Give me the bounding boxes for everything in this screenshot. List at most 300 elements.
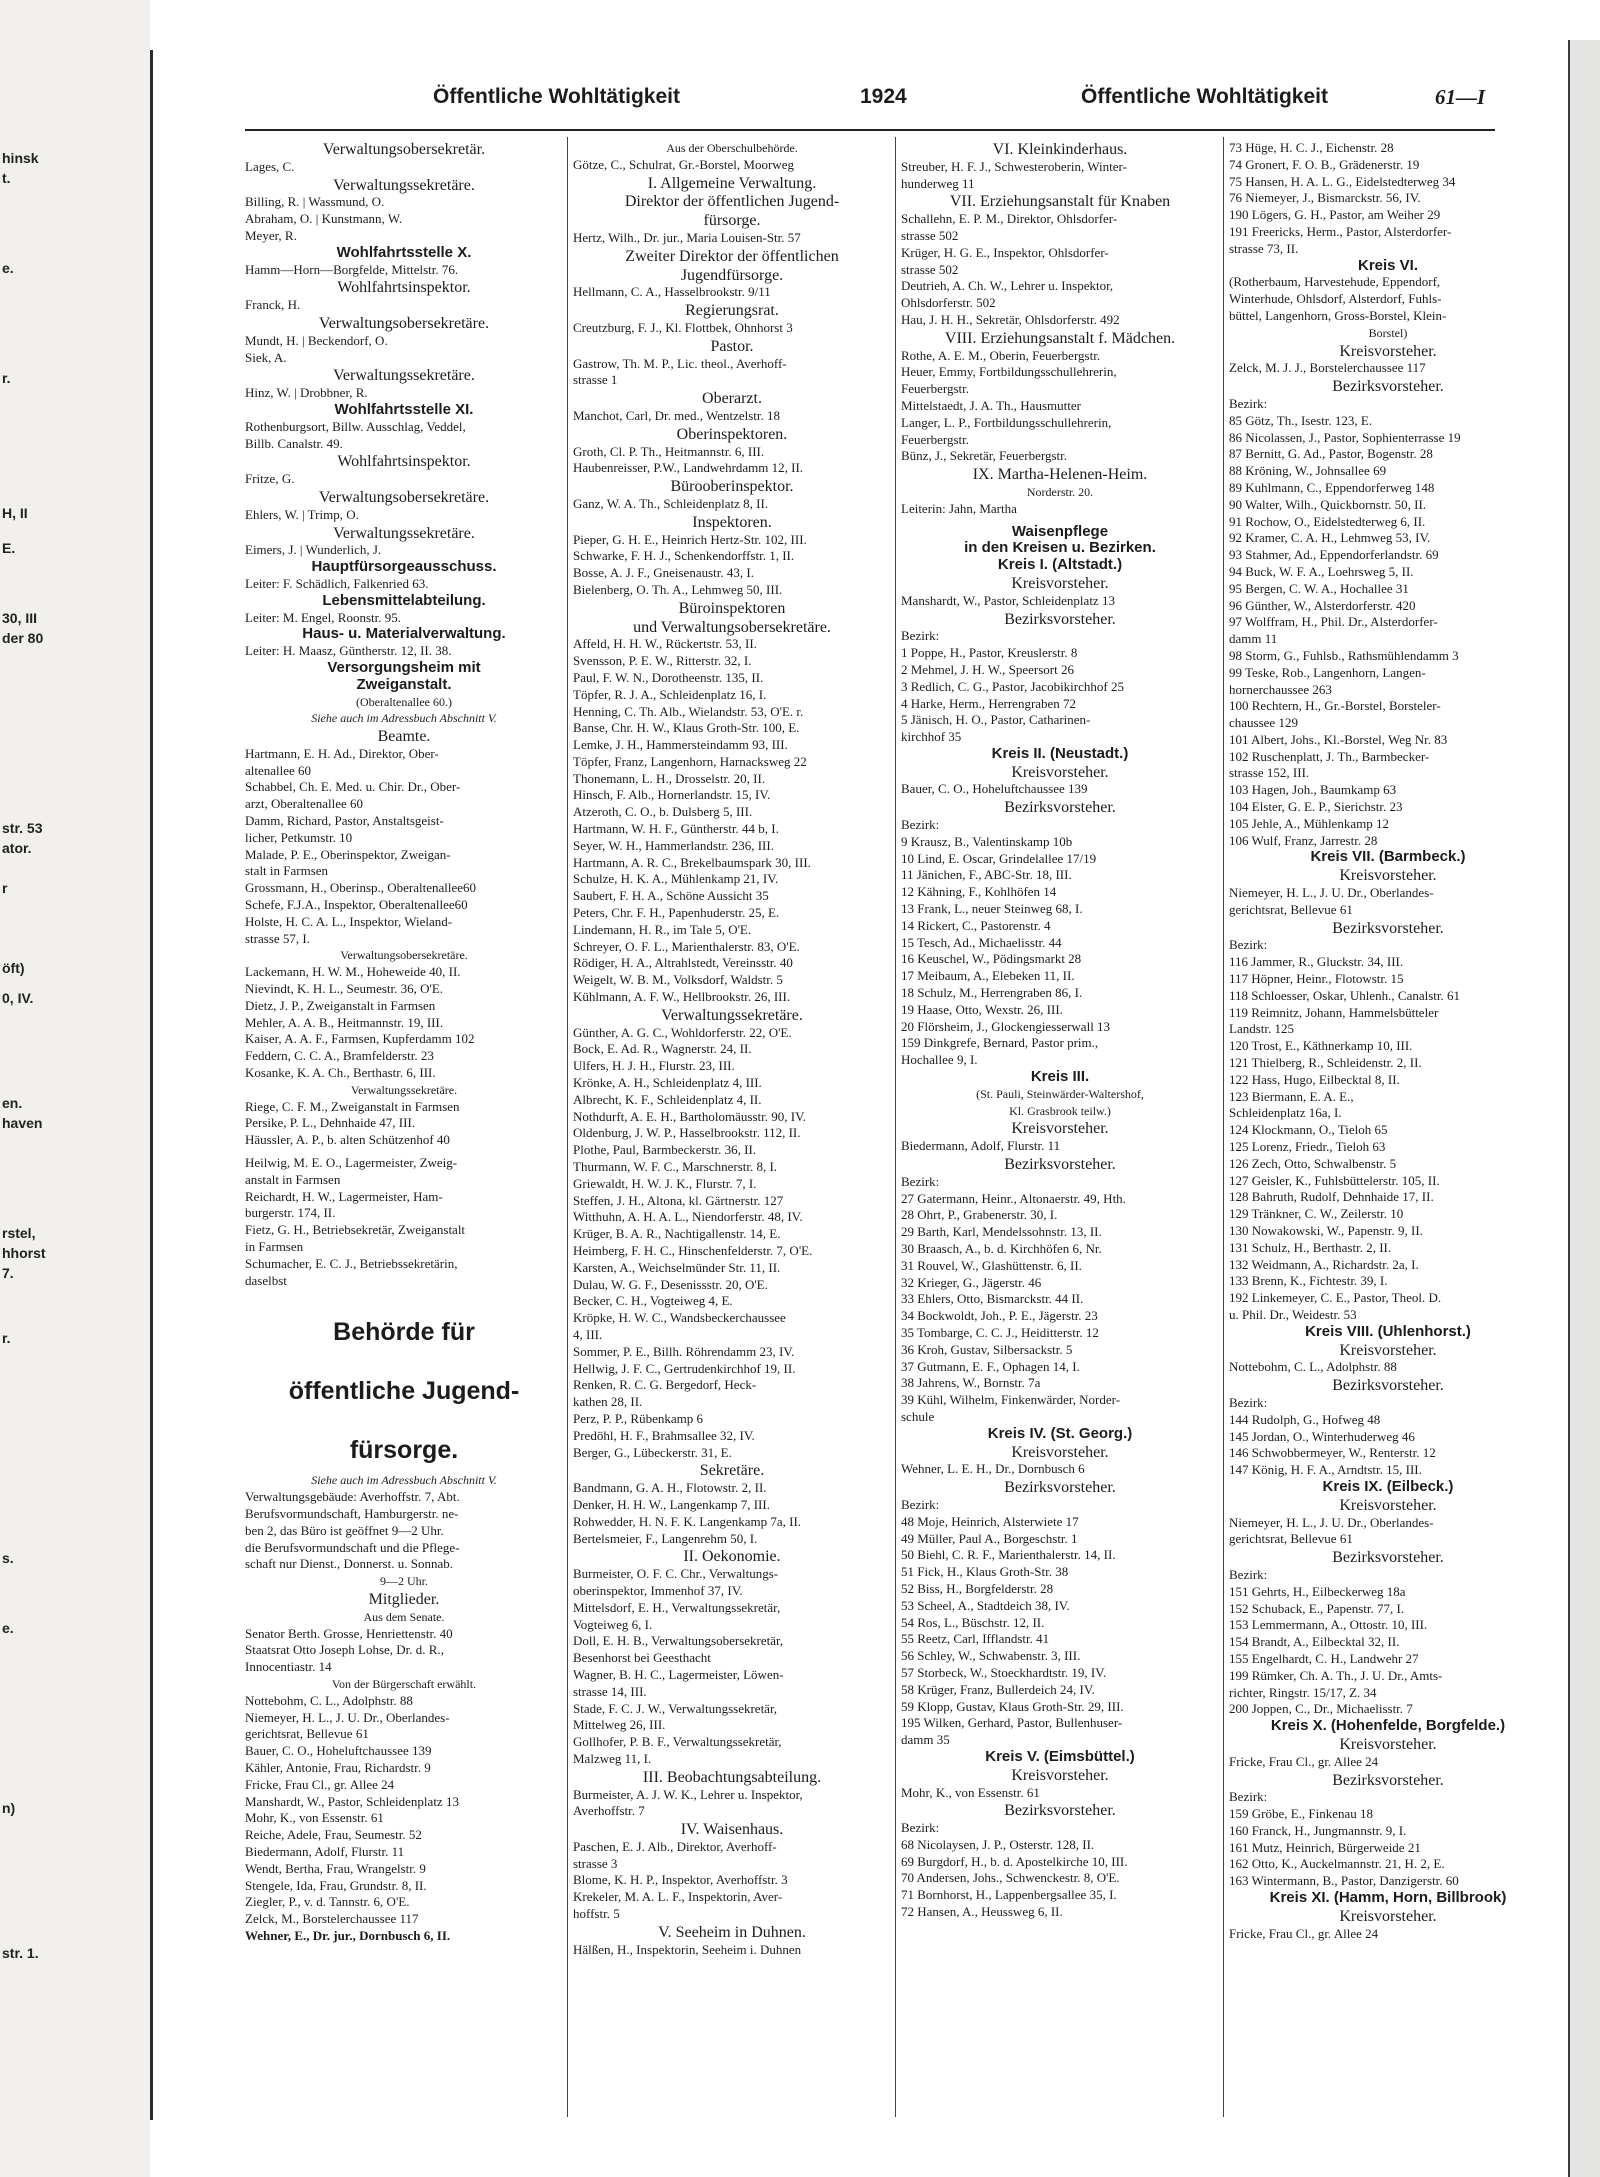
directory-entry: Reichardt, H. W., Lagermeister, Ham- [245, 1188, 443, 1204]
directory-entry: 4 Harke, Herm., Herrengraben 72 [901, 695, 1077, 711]
directory-entry: 151 Gehrts, H., Eilbeckerweg 18a [1229, 1583, 1406, 1599]
directory-entry: 5 Jänisch, H. O., Pastor, Catharinen- [901, 712, 1091, 728]
subsection-heading: Kreis I. (Altstadt.) [997, 556, 1123, 574]
directory-entry: Niemeyer, H. L., J. U. Dr., Oberlandes- [1229, 1514, 1434, 1530]
facing-page-fragment: e. [2, 260, 14, 276]
directory-entry: 159 Gröbe, E., Finkenau 18 [1229, 1806, 1374, 1822]
section-heading: Verwaltungsobersekretäre. [318, 488, 490, 506]
directory-entry: Niemeyer, H. L., J. U. Dr., Oberlandes- [245, 1709, 450, 1725]
directory-entry: Reiche, Adele, Frau, Seumestr. 52 [245, 1827, 422, 1843]
directory-entry: 19 Haase, Otto, Wexstr. 26, III. [901, 1001, 1063, 1017]
directory-entry: 87 Bernitt, G. Ad., Pastor, Bogenstr. 28 [1229, 446, 1433, 462]
column-divider [567, 137, 568, 2117]
directory-entry: Krekeler, M. A. L. F., Inspektorin, Aver- [573, 1889, 783, 1905]
subsection-heading: Kreis XI. (Hamm, Horn, Billbrook) [1269, 1889, 1507, 1907]
directory-entry: Malzweg 11, I. [573, 1750, 652, 1766]
directory-entry: Verwaltungsgebäude: Averhoffstr. 7, Abt. [245, 1489, 460, 1505]
section-heading: VIII. Erziehungsanstalt f. Mädchen. [944, 329, 1176, 347]
facing-page-fragment: öft) [2, 960, 25, 976]
directory-entry: Hochallee 9, I. [901, 1052, 978, 1068]
section-heading: Bezirksvorsteher. [1004, 1479, 1116, 1497]
directory-entry: 52 Biss, H., Borgfelderstr. 28 [901, 1580, 1054, 1596]
directory-entry: Niemeyer, H. L., J. U. Dr., Oberlandes- [1229, 885, 1434, 901]
directory-entry: Hellwig, J. F. C., Gertrudenkirchhof 19, II. [573, 1360, 796, 1376]
subsection-heading: Kreis IV. (St. Georg.) [987, 1424, 1133, 1442]
subsection-heading: Hauptfürsorgeausschuss. [311, 558, 497, 576]
section-heading: Verwaltungsobersekretäre. [318, 314, 490, 332]
note-line: Siehe auch im Adressbuch Abschnitt V. [311, 711, 497, 726]
directory-entry: Predöhl, H. F., Brahmsallee 32, IV. [573, 1427, 755, 1443]
section-heading: fürsorge. [703, 212, 761, 230]
directory-entry: Bauer, C. O., Hoheluftchaussee 139 [901, 781, 1088, 797]
directory-entry: Becker, C. H., Vogteiweg 4, E. [573, 1293, 733, 1309]
directory-entry: strasse 502 [901, 227, 959, 243]
subsection-heading: Kreis X. (Hohenfelde, Borgfelde.) [1270, 1717, 1506, 1735]
directory-entry: Nottebohm, C. L., Adolphstr. 88 [1229, 1359, 1397, 1375]
directory-entry: Kröpke, H. W. C., Wandsbeckerchaussee [573, 1310, 786, 1326]
directory-entry: Bezirk: [1229, 1394, 1268, 1410]
directory-entry: Staatsrat Otto Joseph Lohse, Dr. d. R., [245, 1642, 444, 1658]
section-heading: VI. Kleinkinderhaus. [992, 141, 1128, 158]
directory-entry: Häussler, A. P., b. alten Schützenhof 40 [245, 1132, 450, 1148]
section-heading: Bezirksvorsteher. [1332, 378, 1444, 396]
directory-entry: 147 König, H. F. A., Arndtstr. 15, III. [1229, 1462, 1422, 1478]
directory-entry: 119 Reimnitz, Johann, Hammelsbütteler [1229, 1004, 1439, 1020]
directory-entry: Ulfers, H. J. H., Flurstr. 23, III. [573, 1058, 735, 1074]
directory-entry: in Farmsen [245, 1239, 304, 1254]
note-line: Aus der Oberschulbehörde. [666, 141, 798, 155]
directory-entry: Saubert, F. H. A., Schöne Aussicht 35 [573, 888, 769, 904]
directory-entry: Franck, H. [245, 297, 301, 313]
directory-entry: 85 Götz, Th., Isestr. 123, E. [1229, 412, 1373, 428]
note-line: Siehe auch im Adressbuch Abschnitt V. [311, 1473, 497, 1488]
directory-entry: Meyer, R. [245, 227, 297, 243]
directory-entry: Paul, F. W. N., Dorotheenstr. 135, II. [573, 669, 764, 685]
directory-entry: licher, Petkumstr. 10 [245, 829, 353, 845]
directory-entry: Feuerbergstr. [901, 431, 969, 447]
directory-entry: Rohwedder, H. N. F. K. Langenkamp 7a, II. [573, 1513, 802, 1529]
directory-entry: Siek, A. [245, 349, 287, 365]
directory-entry: Weigelt, W. B. M., Volksdorf, Waldstr. 5 [573, 972, 783, 988]
directory-entry: Fricke, Frau Cl., gr. Allee 24 [1229, 1753, 1379, 1769]
directory-entry: Schumacher, E. C. J., Betriebssekretärin, [245, 1255, 458, 1271]
directory-entry: 56 Schley, W., Schwabenstr. 3, III. [901, 1648, 1081, 1664]
facing-page-fragment: 30, III [2, 610, 38, 626]
directory-entry: die Berufsvormundschaft und die Pflege- [245, 1539, 460, 1555]
note-line: Norderstr. 20. [1026, 484, 1094, 499]
section-heading: Wohlfahrtsinspektor. [337, 453, 471, 471]
directory-entry: 1 Poppe, H., Pastor, Kreuslerstr. 8 [901, 645, 1078, 661]
directory-entry: 18 Schulz, M., Herrengraben 86, I. [901, 985, 1083, 1001]
directory-entry: Steffen, J. H., Altona, kl. Gärtnerstr. 127 [573, 1192, 784, 1208]
section-heading: Bezirksvorsteher. [1332, 919, 1444, 937]
section-heading: Kreisvorsteher. [1339, 342, 1437, 360]
directory-entry: Besenhorst bei Geesthacht [573, 1650, 711, 1666]
directory-entry: 155 Engelhardt, C. H., Landwehr 27 [1229, 1650, 1419, 1666]
facing-page-fragment: E. [2, 540, 16, 556]
directory-entry: Wehner, E., Dr. jur., Dornbusch 6, II. [245, 1927, 451, 1943]
directory-entry: Bosse, A. J. F., Gneisenaustr. 43, I. [573, 565, 754, 581]
directory-entry: Mohr, K., von Essenstr. 61 [245, 1810, 384, 1826]
directory-entry: Berger, G., Lübeckerstr. 31, E. [573, 1444, 732, 1460]
directory-entry: 73 Hüge, H. C. J., Eichenstr. 28 [1229, 140, 1394, 155]
directory-entry: 32 Krieger, G., Jägerstr. 46 [901, 1274, 1042, 1290]
directory-entry: u. Phil. Dr., Weidestr. 53 [1229, 1306, 1357, 1322]
directory-entry: Biedermann, Adolf, Flurstr. 11 [901, 1138, 1061, 1154]
directory-entry: Sommer, P. E., Billh. Röhrendamm 23, IV. [573, 1343, 795, 1359]
facing-page-fragment: n) [2, 1800, 16, 1816]
directory-entry: Vogteiweg 6, I. [573, 1616, 653, 1632]
directory-entry: 50 Biehl, C. R. F., Marienthalerstr. 14, II. [901, 1547, 1116, 1563]
directory-entry: 30 Braasch, A., b. d. Kirchhöfen 6, Nr. [901, 1241, 1102, 1256]
directory-entry: Hinsch, F. Alb., Hornerlandstr. 15, IV. [573, 787, 771, 803]
directory-entry: Krüger, B. A. R., Nachtigallenstr. 14, E. [573, 1226, 781, 1242]
section-heading: Bezirksvorsteher. [1332, 1771, 1444, 1789]
directory-entry: Damm, Richard, Pastor, Anstaltsgeist- [245, 813, 444, 829]
directory-entry: 15 Tesch, Ad., Michaelisstr. 44 [901, 934, 1062, 950]
directory-entry: strasse 73, II. [1229, 240, 1299, 256]
section-heading: Bezirksvorsteher. [1332, 1377, 1444, 1395]
section-heading: Kreisvorsteher. [1011, 763, 1109, 781]
facing-page-fragment: r. [2, 370, 11, 386]
directory-entry: Manshardt, W., Pastor, Schleidenplatz 13 [901, 592, 1115, 608]
directory-entry: Stade, F. C. J. W., Verwaltungssekretär, [573, 1700, 778, 1716]
directory-entry: strasse 1 [573, 372, 618, 388]
directory-entry: 59 Klopp, Gustav, Klaus Groth-Str. 29, III. [901, 1698, 1124, 1714]
directory-entry: Rothe, A. E. M., Oberin, Feuerbergstr. [901, 347, 1101, 363]
directory-entry: Wendt, Bertha, Frau, Wrangelstr. 9 [245, 1860, 426, 1876]
directory-entry: Kühlmann, A. F. W., Hellbrookstr. 26, III. [573, 989, 791, 1005]
directory-entry: 97 Wolffram, H., Phil. Dr., Alsterdorfer- [1229, 614, 1438, 630]
column-divider [1223, 137, 1224, 2117]
section-heading: Bezirksvorsteher. [1332, 1549, 1444, 1567]
note-line: (Oberaltenallee 60.) [356, 694, 452, 709]
directory-entry: Deutrieh, A. Ch. W., Lehrer u. Inspektor, [901, 278, 1114, 294]
directory-entry: Grossmann, H., Oberinsp., Oberaltenallee60 [245, 880, 477, 896]
section-heading: Verwaltungssekretäre. [333, 176, 475, 194]
directory-entry: burgerstr. 174, II. [245, 1205, 336, 1221]
directory-entry: 98 Storm, G., Fuhlsb., Rathsmühlendamm 3 [1229, 647, 1459, 663]
directory-entry: Lindemann, H. R., im Tale 5, O'E. [573, 921, 752, 937]
directory-entry: 120 Trost, E., Käthnerkamp 10, III. [1229, 1038, 1413, 1054]
directory-entry: altenallee 60 [245, 762, 312, 778]
directory-entry: büttel, Langenhorn, Gross-Borstel, Klein- [1229, 307, 1447, 323]
directory-entry: Stengele, Ida, Frau, Grundstr. 8, II. [245, 1877, 427, 1893]
directory-entry: strasse 152, III. [1229, 765, 1310, 781]
directory-entry: 106 Wulf, Franz, Jarrestr. 28 [1229, 832, 1378, 848]
directory-entry: Malade, P. E., Oberinspektor, Zweigan- [245, 846, 451, 862]
section-heading: III. Beobachtungsabteilung. [642, 1768, 822, 1786]
directory-entry: Doll, E. H. B., Verwaltungsobersekretär, [573, 1633, 784, 1649]
directory-entry: 126 Zech, Otto, Schwalbenstr. 5 [1229, 1155, 1397, 1171]
header-right-title: Öffentliche Wohltätigkeit [1081, 85, 1328, 108]
directory-entry: Hartmann, E. H. Ad., Direktor, Ober- [245, 745, 439, 761]
directory-entry: 101 Albert, Johs., Kl.-Borstel, Weg Nr. 83 [1229, 731, 1448, 747]
subsection-heading: Kreis VIII. (Uhlenhorst.) [1305, 1322, 1471, 1340]
running-header [245, 85, 1495, 113]
subsection-heading: Wohlfahrtsstelle XI. [334, 400, 474, 418]
directory-entry: 10 Lind, E. Oscar, Grindelallee 17/19 [901, 850, 1097, 866]
directory-entry: 28 Ohrt, P., Grabenerstr. 30, I. [901, 1207, 1058, 1223]
directory-entry: Affeld, H. H. W., Rückertstr. 53, II. [573, 636, 757, 652]
facing-page-fragment: hhorst [2, 1245, 46, 1261]
facing-page-fragment: ator. [2, 840, 32, 856]
directory-entry: Leiter: F. Schädlich, Falkenried 63. [245, 575, 429, 591]
directory-entry: Thonemann, L. H., Drosselstr. 20, II. [573, 770, 766, 786]
directory-entry: Krüger, H. G. E., Inspektor, Ohlsdorfer- [901, 244, 1109, 260]
directory-entry: Mundt, H. | Beckendorf, O. [245, 332, 388, 348]
directory-entry: Bezirk: [901, 628, 940, 644]
section-heading: Bezirksvorsteher. [1004, 610, 1116, 628]
binding-gutter-line [150, 50, 153, 2120]
directory-entry: Leiterin: Jahn, Martha [901, 500, 1017, 516]
directory-entry: 53 Scheel, A., Stadtdeich 38, IV. [901, 1597, 1070, 1613]
facing-page-fragment: en. [2, 1095, 23, 1111]
directory-entry: anstalt in Farmsen [245, 1171, 341, 1187]
facing-page-fragment: H, II [2, 505, 28, 521]
directory-entry: Senator Berth. Grosse, Henriettenstr. 40 [245, 1625, 453, 1641]
directory-entry: 95 Bergen, C. W. A., Hochallee 31 [1229, 580, 1409, 596]
directory-entry: 99 Teske, Rob., Langenhorn, Langen- [1229, 664, 1426, 680]
directory-entry: Lemke, J. H., Hammersteindamm 93, III. [573, 737, 788, 753]
directory-entry: Haubenreisser, P.W., Landwehrdamm 12, II. [573, 460, 804, 476]
directory-entry: 11 Jänichen, F., ABC-Str. 18, III. [901, 867, 1072, 883]
directory-entry: 86 Nicolassen, J., Pastor, Sophienterrasse 19 [1229, 429, 1461, 445]
directory-entry: richter, Ringstr. 15/17, Z. 34 [1229, 1684, 1377, 1700]
directory-entry: 144 Rudolph, G., Hofweg 48 [1229, 1411, 1381, 1427]
section-heading: Bezirksvorsteher. [1004, 799, 1116, 817]
section-heading: Oberinspektoren. [676, 425, 788, 443]
directory-entry: 74 Gronert, F. O. B., Grädenerstr. 19 [1229, 156, 1420, 172]
directory-entry: Seyer, W. H., Hammerlandstr. 236, III. [573, 837, 774, 853]
subsection-heading: Haus- u. Materialverwaltung. [302, 625, 506, 643]
directory-entry: kirchhof 35 [901, 729, 962, 745]
directory-entry: ben 2, das Büro ist geöffnet 9—2 Uhr. [245, 1522, 444, 1538]
directory-entry: schaft nur Dienst., Donnerst. u. Sonnab. [245, 1556, 453, 1572]
directory-entry: Manshardt, W., Pastor, Schleidenplatz 13 [245, 1793, 459, 1809]
directory-entry: Fricke, Frau Cl., gr. Allee 24 [1229, 1925, 1379, 1941]
directory-entry: 4, III. [573, 1326, 603, 1342]
directory-entry: Manchot, Carl, Dr. med., Wentzelstr. 18 [573, 407, 781, 423]
directory-entry: strasse 14, III. [573, 1683, 647, 1699]
directory-entry: 90 Walter, Wilh., Quickbornstr. 50, II. [1229, 496, 1427, 512]
directory-entry: Bertelsmeier, F., Langenrehm 50, I. [573, 1530, 758, 1546]
directory-entry: 89 Kuhlmann, C., Eppendorferweg 148 [1229, 479, 1435, 495]
facing-page-fragment: der 80 [2, 630, 44, 646]
directory-entry: (Rotherbaum, Harvestehude, Eppendorf, [1229, 274, 1441, 290]
directory-entry: 96 Günther, W., Alsterdorferstr. 420 [1229, 597, 1416, 613]
directory-entry: Hälßen, H., Inspektorin, Seeheim i. Duhnen [573, 1941, 802, 1957]
directory-entry: 49 Müller, Paul A., Borgeschstr. 1 [901, 1530, 1078, 1546]
directory-entry: Denker, H. H. W., Langenkamp 7, III. [573, 1496, 770, 1512]
directory-entry: Holste, H. C. A. L., Inspektor, Wieland- [245, 913, 453, 929]
directory-entry: Eimers, J. | Wunderlich, J. [245, 542, 382, 558]
directory-entry: 29 Barth, Karl, Mendelssohnstr. 13, II. [901, 1224, 1102, 1240]
directory-entry: 12 Kähning, F., Kohlhöfen 14 [901, 884, 1057, 900]
directory-entry: Griewaldt, H. W. J. K., Flurstr. 7, I. [573, 1175, 757, 1191]
directory-entry: hoffstr. 5 [573, 1906, 620, 1922]
directory-entry: Heilwig, M. E. O., Lagermeister, Zweig- [245, 1155, 458, 1171]
subsection-heading: Kreis IX. (Eilbeck.) [1322, 1477, 1454, 1495]
directory-entry: strasse 3 [573, 1855, 618, 1871]
directory-entry: 71 Bornhorst, H., Lappenbergsallee 35, I. [901, 1887, 1117, 1903]
header-year: 1924 [860, 85, 907, 108]
directory-entry: Peters, Chr. F. H., Papenhuderstr. 25, E. [573, 905, 780, 921]
directory-entry: 128 Bahruth, Rudolf, Dehnhaide 17, II. [1229, 1189, 1434, 1205]
directory-entry: Hartmann, A. R. C., Brekelbaumspark 30, III. [573, 854, 811, 870]
subsection-heading: Kreis II. (Neustadt.) [991, 744, 1129, 762]
directory-entry: Averhoffstr. 7 [573, 1803, 645, 1819]
subsection-heading: in den Kreisen u. Bezirken. [964, 539, 1156, 557]
page-number: 61—I [1435, 85, 1486, 109]
section-heading: Kreisvorsteher. [1011, 1766, 1109, 1784]
directory-entry: Wehner, L. E. H., Dr., Dornbusch 6 [901, 1461, 1085, 1477]
directory-entry: 117 Höpner, Heinr., Flotowstr. 15 [1229, 971, 1404, 987]
directory-entry: 132 Weidmann, A., Richardstr. 2a, I. [1229, 1256, 1419, 1272]
section-heading: Kreisvorsteher. [1339, 1341, 1437, 1359]
directory-entry: gerichtsrat, Bellevue 61 [1229, 901, 1353, 917]
directory-entry: 17 Meibaum, A., Elebeken 11, II. [901, 968, 1075, 984]
directory-entry: kathen 28, II. [573, 1394, 643, 1410]
directory-entry: Plothe, Paul, Barmbeckerstr. 36, II. [573, 1142, 757, 1158]
directory-entry: 16 Keuschel, W., Pödingsmarkt 28 [901, 951, 1082, 967]
header-left-title: Öffentliche Wohltätigkeit [433, 85, 680, 108]
subsection-heading: Versorgungsheim mit [327, 658, 481, 676]
column-4 [1229, 140, 1547, 2125]
directory-entry: Fricke, Frau Cl., gr. Allee 24 [245, 1776, 395, 1792]
directory-entry: Paschen, E. J. Alb., Direktor, Averhoff- [573, 1838, 777, 1854]
directory-entry: 130 Nowakowski, W., Papenstr. 9, II. [1229, 1223, 1423, 1238]
directory-entry: Creutzburg, F. J., Kl. Flottbek, Ohnhorst 3 [573, 319, 793, 335]
directory-entry: 123 Biermann, E. A. E., [1229, 1088, 1354, 1104]
facing-page-fragment: t. [2, 170, 11, 186]
directory-entry: Hinz, W. | Drobbner, R. [245, 385, 368, 401]
directory-entry: Renken, R. C. G. Bergedorf, Heck- [573, 1377, 757, 1393]
section-heading: IX. Martha-Helenen-Heim. [972, 466, 1148, 484]
directory-entry: Innocentiastr. 14 [245, 1659, 332, 1675]
directory-entry: 195 Wilken, Gerhard, Pastor, Bullenhuser- [901, 1715, 1123, 1731]
directory-entry: Persike, P. L., Dehnhaide 47, III. [245, 1115, 416, 1131]
scan-right-page-edge [1568, 40, 1600, 2177]
directory-entry: 159 Dinkgrefe, Bernard, Pastor prim., [901, 1035, 1099, 1051]
directory-entry: 72 Hansen, A., Heussweg 6, II. [901, 1904, 1063, 1920]
directory-entry: 3 Redlich, C. G., Pastor, Jacobikirchhof 25 [901, 678, 1124, 694]
directory-entry: 38 Jahrens, W., Bornstr. 7a [901, 1375, 1041, 1391]
directory-entry: Blome, K. H. P., Inspektor, Averhoffstr. 3 [573, 1872, 788, 1888]
directory-entry: Bezirk: [1229, 937, 1268, 953]
directory-entry: 146 Schwobbermeyer, W., Renterstr. 12 [1229, 1445, 1436, 1461]
directory-entry: 191 Freericks, Herm., Pastor, Alsterdorfer- [1229, 223, 1452, 239]
directory-entry: 55 Reetz, Carl, Ifflandstr. 41 [901, 1631, 1050, 1647]
directory-entry: 152 Schuback, E., Papenstr. 77, I. [1229, 1600, 1405, 1616]
directory-entry: 37 Gutmann, E. F., Ophagen 14, I. [901, 1358, 1080, 1374]
directory-entry: Burmeister, O. F. C. Chr., Verwaltungs- [573, 1566, 779, 1582]
directory-entry: Billb. Canalstr. 49. [245, 435, 343, 451]
directory-entry: Abraham, O. | Kunstmann, W. [245, 211, 403, 227]
directory-entry: Günther, A. G. C., Wohldorferstr. 22, O'E. [573, 1024, 792, 1040]
directory-entry: Bauer, C. O., Hoheluftchaussee 139 [245, 1743, 432, 1759]
directory-entry: strasse 57, I. [245, 930, 310, 946]
directory-entry: 131 Schulz, H., Berthastr. 2, II. [1229, 1239, 1392, 1255]
column-1 [245, 140, 563, 2125]
directory-entry: Fritze, G. [245, 471, 295, 487]
directory-entry: 124 Klockmann, O., Tieloh 65 [1229, 1122, 1388, 1138]
directory-entry: oberinspektor, Immenhof 37, IV. [573, 1582, 743, 1598]
directory-entry: daselbst [245, 1272, 287, 1288]
directory-entry: 145 Jordan, O., Winterhuderweg 46 [1229, 1428, 1415, 1444]
directory-entry: 57 Storbeck, W., Stoeckhardtstr. 19, IV. [901, 1664, 1107, 1680]
directory-entry: Berufsvormundschaft, Hamburgerstr. ne- [245, 1505, 459, 1521]
directory-entry: 75 Hansen, H. A. L. G., Eidelstedterweg 34 [1229, 173, 1456, 189]
directory-entry: Oldenburg, J. W. P., Hasselbrookstr. 112, II. [573, 1125, 801, 1141]
directory-entry: Schleidenplatz 16a, I. [1229, 1105, 1342, 1121]
directory-entry: strasse 502 [901, 261, 959, 277]
facing-page-fragment: hinsk [2, 150, 39, 166]
directory-entry: Bezirk: [901, 1496, 940, 1512]
section-heading: Direktor der öffentlichen Jugend- [624, 193, 840, 211]
note-line: Verwaltungssekretäre. [350, 1082, 458, 1097]
directory-entry: Schallehn, E. P. M., Direktor, Ohlsdorfer- [901, 211, 1118, 227]
section-heading: Oberarzt. [702, 390, 762, 408]
section-heading: Zweiter Direktor der öffentlichen [625, 247, 839, 265]
directory-entry: 34 Bockwoldt, Joh., P. E., Jägerstr. 23 [901, 1308, 1098, 1324]
section-heading: Mitglieder. [368, 1590, 440, 1608]
directory-entry: 88 Kröning, W., Johnsallee 69 [1229, 463, 1387, 479]
directory-entry: Bezirk: [901, 817, 940, 833]
directory-entry: Schefe, F.J.A., Inspektor, Oberaltenallee60 [245, 897, 468, 913]
directory-entry: Ehlers, W. | Trimp, O. [245, 506, 359, 522]
directory-entry: Winterhude, Ohlsdorf, Alsterdorf, Fuhls- [1229, 291, 1442, 307]
directory-entry: Hau, J. H. H., Sekretär, Ohlsdorferstr. 492 [901, 311, 1120, 327]
directory-entry: Hertz, Wilh., Dr. jur., Maria Louisen-Str. 57 [573, 229, 801, 245]
directory-entry: 102 Ruschenplatt, J. Th., Barmbecker- [1229, 748, 1430, 764]
directory-entry: Bielenberg, O. Th. A., Lehmweg 50, III. [573, 581, 783, 597]
directory-entry: 91 Rochow, O., Eidelstedterweg 6, II. [1229, 513, 1426, 529]
facing-page-fragment: 0, IV. [2, 990, 34, 1006]
directory-entry: Wagner, B. H. C., Lagermeister, Löwen- [573, 1666, 784, 1682]
subsection-heading: Kreis III. [1030, 1068, 1090, 1086]
directory-entry: 94 Buck, W. F. A., Loehrsweg 5, II. [1229, 563, 1414, 579]
directory-entry: gerichtsrat, Bellevue 61 [245, 1726, 369, 1742]
section-heading: Kreisvorsteher. [1339, 1735, 1437, 1753]
section-heading: I. Allgemeine Verwaltung. [647, 174, 817, 192]
section-heading: IV. Waisenhaus. [680, 1821, 784, 1839]
directory-entry: arzt, Oberaltenallee 60 [245, 796, 364, 812]
directory-entry: Feddern, C. C. A., Bramfelderstr. 23 [245, 1048, 434, 1064]
directory-entry: Rödiger, H. A., Altrahlstedt, Vereinsstr. 40 [573, 955, 793, 971]
directory-entry: Biedermann, Adolf, Flurstr. 11 [245, 1843, 405, 1859]
column-divider [895, 137, 896, 2117]
note-line: 9—2 Uhr. [380, 1574, 428, 1589]
section-heading: Bezirksvorsteher. [1004, 1802, 1116, 1820]
directory-entry: Rothenburgsort, Billw. Ausschlag, Veddel, [245, 418, 466, 434]
section-heading: Jugendfürsorge. [680, 266, 784, 284]
directory-entry: 39 Kühl, Wilhelm, Finkenwärder, Norder- [901, 1392, 1121, 1408]
directory-entry: Bezirk: [1229, 395, 1268, 411]
directory-entry: Krönke, A. H., Schleidenplatz 4, III. [573, 1075, 762, 1091]
section-heading: Kreisvorsteher. [1339, 1907, 1437, 1925]
directory-entry: Nottebohm, C. L., Adolphstr. 88 [245, 1692, 413, 1708]
section-heading: Bürooberinspektor. [670, 478, 794, 496]
section-heading: und Verwaltungsobersekretäre. [633, 618, 831, 636]
facing-page-fragment: s. [2, 1550, 14, 1566]
directory-entry: 58 Krüger, Franz, Bullerdeich 24, IV. [901, 1681, 1095, 1697]
directory-entry: Billing, R. | Wassmund, O. [245, 194, 385, 210]
facing-page-fragment: 7. [2, 1265, 14, 1281]
directory-entry: 54 Ros, L., Büschstr. 12, II. [901, 1614, 1045, 1630]
subsection-heading: Kreis VI. [1357, 256, 1419, 274]
directory-entry: Dulau, W. G. F., Desenissstr. 20, O'E. [573, 1276, 768, 1292]
